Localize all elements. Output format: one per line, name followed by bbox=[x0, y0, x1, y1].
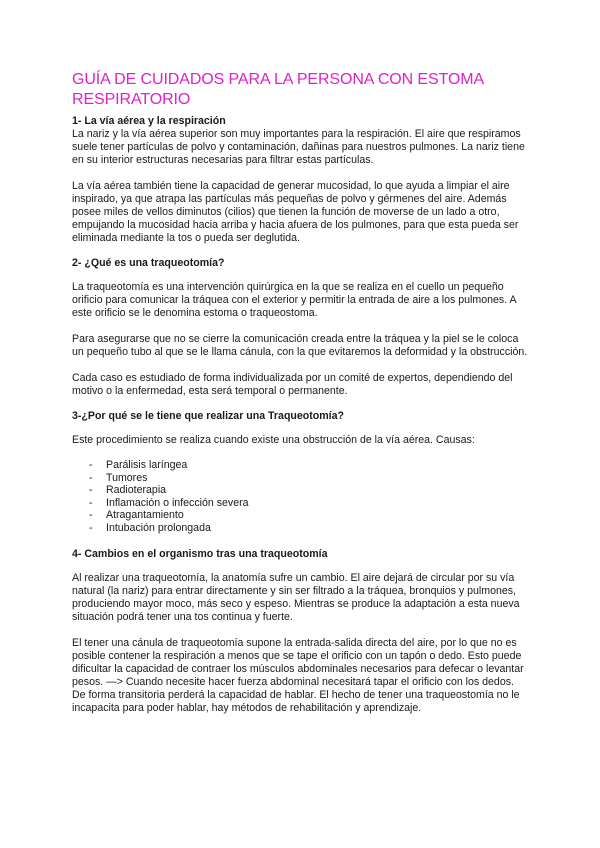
cause-label: Inflamación o infección severa bbox=[106, 496, 249, 509]
cause-label: Atragantamiento bbox=[106, 509, 184, 522]
list-item: - Intubación prolongada bbox=[89, 521, 211, 534]
section-2-paragraph-3: Cada caso es estudiado de forma individualizada por un comité de expertos, dependiendo del motivo o la enfermedad, esta será temporal o permanente. bbox=[72, 372, 513, 397]
section-4-paragraph-1: Al realizar una traqueotomía, la anatomía sufre un cambio. El aire dejará de circular por su vía natural (la nariz) para entrar directamente y sin ser filtrado a la tráquea, bronquios y pulmones, produciendo mayor moco, más seco y espeso. Mientras se produce la adaptación a esta nueva situación podrá tener una tos continua y fuerte. bbox=[72, 571, 520, 623]
cause-label: Tumores bbox=[106, 471, 148, 484]
section-2-paragraph-2: Para asegurarse que no se cierre la comunicación creada entre la tráquea y la piel se le coloca un pequeño tubo al que se le llama cánula, con la que evitaremos la deformidad y la obstrucción. bbox=[72, 333, 528, 358]
list-item: - Atragantamiento bbox=[89, 509, 184, 522]
section-2-paragraph-1: La traqueotomía es una intervención quirúrgica en la que se realiza en el cuello un pequeño orificio para comunicar la tráquea con el exterior y permitir la entrada de aire a los pulmones. A este orificio se le denomina estoma o traqueostoma. bbox=[72, 281, 516, 319]
cause-label: Intubación prolongada bbox=[106, 521, 211, 534]
causes-list bbox=[72, 459, 528, 535]
section-heading-2: 2- ¿Qué es una traqueotomía? bbox=[72, 257, 225, 269]
section-1-paragraph-2: La vía aérea también tiene la capacidad de generar mucosidad, lo que ayuda a limpiar el aire inspirado, ya que atrapa las partículas más pequeñas de polvo y gérmenes del aire. Además posee miles de vellos diminutos (cilios) que tienen la función de moverse de un lado a otro, empujando la mucosidad hacia arriba y hacia afuera de los pulmones, para que esta pueda ser eliminada mediante la tos o pueda ser deglutida. bbox=[72, 180, 519, 244]
cause-label: Parálisis laríngea bbox=[106, 459, 188, 471]
section-heading-3: 3-¿Por qué se le tiene que realizar una Traqueotomía? bbox=[72, 410, 344, 422]
section-3-intro: Este procedimiento se realiza cuando existe una obstrucción de la vía aérea. Causas: bbox=[72, 434, 475, 446]
cause-label: Radioterapia bbox=[106, 484, 167, 497]
section-1-paragraph-1: La nariz y la vía aérea superior son muy importantes para la respiración. El aire que respiramos suele tener partículas de polvo y contaminación, dañinas para nuestros pulmones. La nariz tiene en su interior estructuras necesarias para filtrar estas partículas. bbox=[72, 128, 525, 166]
list-item: - Tumores bbox=[89, 471, 148, 484]
section-heading-1: 1- La vía aérea y la respiración bbox=[72, 115, 226, 127]
section-4-paragraph-2: El tener una cánula de traqueotomía supone la entrada-salida directa del aire, por lo que no es posible contener la respiración a menos que se tape el orificio con un tapón o dedo. Esto puede dificultar la capacidad de contraer los músculos abdominales necesarios para defecar o levantar pesos. —> Cuando necesite hacer fuerza abdominal necesitará tapar el orificio con los dedos. De forma transitoria perderá la capacidad de hablar. El hecho de tener una traqueostomía no le incapacita para poder hablar, hay métodos de rehabilitación y aprendizaje. bbox=[72, 636, 524, 714]
list-item: - Radioterapia bbox=[89, 484, 167, 497]
section-heading-4: 4- Cambios en el organismo tras una traqueotomía bbox=[72, 547, 328, 560]
list-item: - Inflamación o infección severa bbox=[89, 496, 249, 509]
list-item: - Parálisis laríngea bbox=[89, 459, 188, 471]
document-title: GUÍA DE CUIDADOS PARA LA PERSONA CON ESTOMA RESPIRATORIO bbox=[72, 71, 484, 108]
